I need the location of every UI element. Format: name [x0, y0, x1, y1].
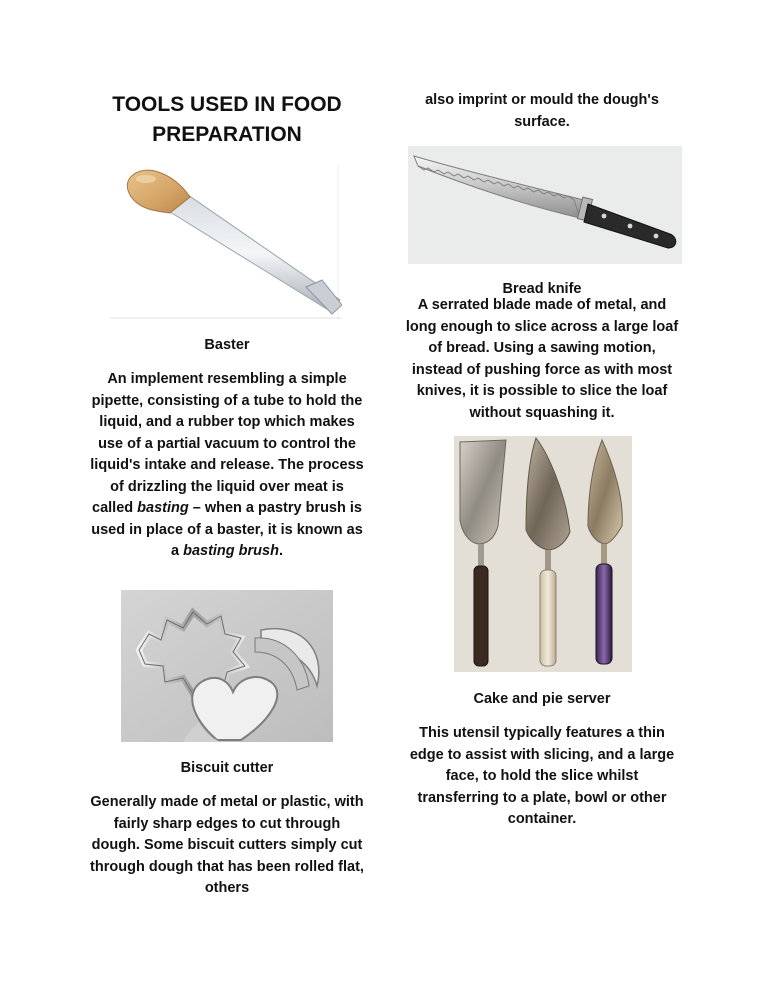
biscuit-cutter-description: Generally made of metal or plastic, with fairly sharp edges to cut through dough. Some biscuit cutters simply cut through dough that has been rolled flat, others — [90, 794, 364, 896]
bread-knife-description: A serrated blade made of metal, and long enough to slice across a large loaf of bread. Using a sawing motion, instead of pushing force as with most knives, it is possible to slice the loaf without squashing it. — [405, 297, 679, 421]
biscuit-cutter-picture — [121, 590, 333, 742]
biscuit-cutter-image — [121, 590, 333, 742]
baster-desc-part-b: – when a pastry brush is used in place of a baster, it is known as a — [91, 500, 363, 559]
bread-knife-image — [408, 146, 682, 264]
baster-caption: Baster — [204, 337, 250, 353]
baster-desc-em2: basting brush — [183, 543, 279, 559]
baster-desc-part-c: . — [278, 543, 283, 559]
biscuit-cutter-description-continued: also imprint or mould the dough's surface. — [425, 92, 659, 130]
cake-server-description: This utensil typically features a thin edge to assist with slicing, and a large face, to hold the slice whilst transferring to a plate, bowl or other container. — [409, 725, 675, 827]
baster-description — [88, 369, 366, 563]
cake-server-caption: Cake and pie server — [473, 691, 611, 707]
baster-image — [110, 165, 342, 320]
biscuit-cutter-caption: Biscuit cutter — [180, 760, 274, 776]
page-title: TOOLS USED IN FOOD PREPARATION — [112, 93, 342, 146]
baster-desc-em1: basting — [137, 500, 189, 516]
baster-picture — [110, 165, 342, 320]
bread-knife-caption: Bread knife — [502, 281, 582, 297]
cake-server-picture — [454, 436, 632, 672]
baster-desc-part-a: An implement resembling a simple pipette, consisting of a tube to hold the liquid, and a rubber top which makes use of a partial vacuum to control the liquid's intake and release. The process of drizzling the liquid over meat is called — [90, 371, 364, 516]
cake-server-image — [454, 436, 632, 672]
bread-knife-picture — [408, 146, 682, 264]
